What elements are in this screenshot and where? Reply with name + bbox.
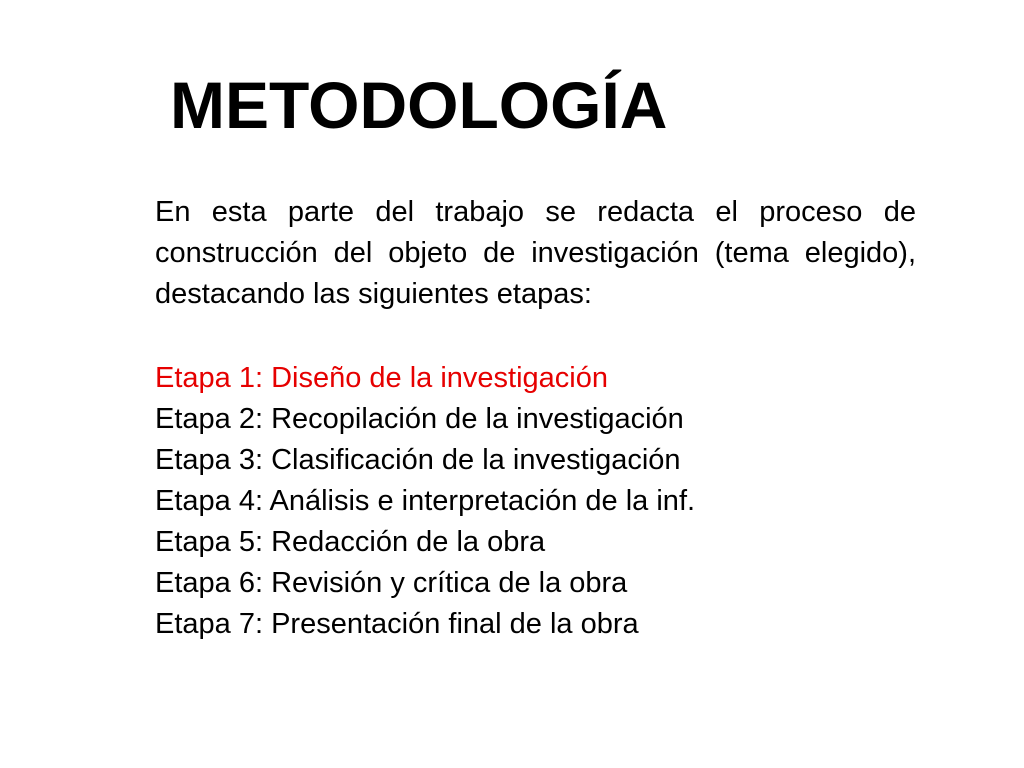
stage-item-3: Etapa 3: Clasificación de la investigación [155,444,681,476]
stage-item-6: Etapa 6: Revisión y crítica de la obra [155,567,628,599]
slide-title: METODOLOGÍA [170,68,668,142]
stage-item-1: Etapa 1: Diseño de la investigación [155,362,609,394]
stages-list [155,358,695,645]
stage-item-4: Etapa 4: Análisis e interpretación de la inf. [155,485,696,517]
intro-paragraph: En esta parte del trabajo se redacta el proceso de construcción del objeto de investigación (tema elegido), destacando las siguientes etapas: [155,196,916,310]
stage-item-7: Etapa 7: Presentación final de la obra [155,608,639,640]
stage-item-5: Etapa 5: Redacción de la obra [155,526,546,558]
stage-item-2: Etapa 2: Recopilación de la investigación [155,403,684,435]
